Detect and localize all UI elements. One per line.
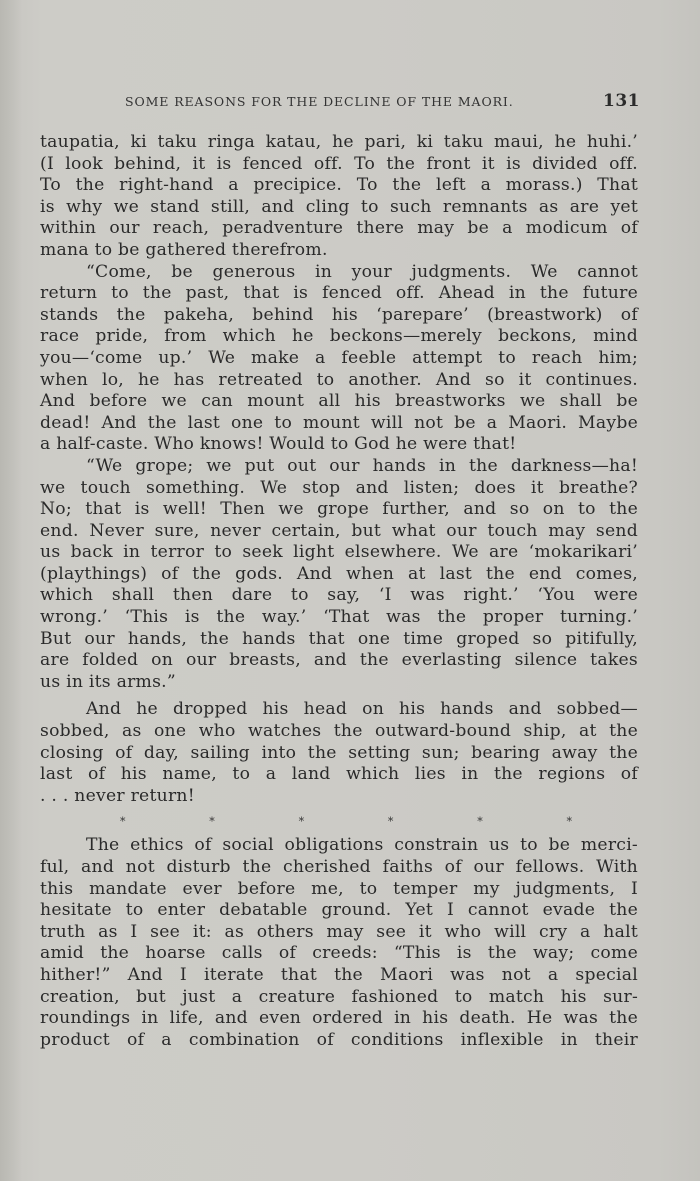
section-break-star: *	[298, 814, 305, 828]
text-line: hesitate to enter debatable ground. Yet I cannot evade the	[40, 900, 638, 921]
body-text	[40, 132, 638, 1051]
text-line: we touch something. We stop and listen; does it breathe?	[40, 477, 638, 498]
text-line: To the right-hand a precipice. To the left a morass.) That	[40, 175, 638, 196]
text-line: But our hands, the hands that one time groped so pitifully,	[40, 628, 638, 649]
text-line: “Come, be generous in your judgments. We cannot	[86, 261, 638, 282]
text-line: creation, but just a creature fashioned to match his sur-	[40, 986, 638, 1007]
running-title: SOME REASONS FOR THE DECLINE OF THE MAORI.	[125, 94, 514, 109]
text-line: which shall then dare to say, ‘I was right.’ ‘You were	[40, 585, 638, 606]
text-line: (I look behind, it is fenced off. To the front it is divided off.	[40, 153, 638, 174]
text-line: last of his name, to a land which lies in the regions of	[40, 764, 638, 785]
text-line: end. Never sure, never certain, but what our touch may send	[40, 520, 638, 541]
paragraph-1	[40, 132, 638, 262]
gutter-shadow	[0, 0, 22, 1181]
text-line: And he dropped his head on his hands and sobbed—	[86, 699, 638, 720]
text-line: “We grope; we put out our hands in the darkness—ha!	[86, 455, 638, 476]
running-head	[40, 92, 640, 116]
section-break-star: *	[209, 814, 215, 828]
text-line: a half-caste. Who knows! Would to God he were that!	[40, 434, 517, 455]
text-line: . . . never return!	[40, 785, 195, 806]
text-line: this mandate ever before me, to temper my judgments, I	[40, 878, 638, 899]
paragraph-4	[40, 699, 638, 807]
text-line: hither!” And I iterate that the Maori was not a special	[40, 964, 638, 985]
section-break-star: *	[387, 814, 394, 828]
text-line: is why we stand still, and cling to such remnants as are yet	[40, 196, 638, 217]
text-line: product of a combination of conditions inflexible in their	[40, 1029, 638, 1050]
text-line: No; that is well! Then we grope further, and so on to the	[40, 499, 638, 520]
section-break	[120, 807, 572, 835]
text-line: And before we can mount all his breastworks we shall be	[40, 391, 638, 412]
text-line: The ethics of social obligations constrain us to be merci-	[86, 835, 638, 856]
text-line: wrong.’ ‘This is the way.’ ‘That was the proper turning.’	[40, 607, 638, 628]
section-break-star: *	[566, 814, 572, 828]
section-break-star: *	[120, 814, 126, 828]
text-line: closing of day, sailing into the setting sun; bearing away the	[40, 742, 638, 763]
text-line: (playthings) of the gods. And when at last the end comes,	[40, 563, 638, 584]
text-line: you—‘come up.’ We make a feeble attempt to reach him;	[40, 347, 638, 368]
text-line: mana to be gathered therefrom.	[40, 239, 328, 260]
text-line: roundings in life, and even ordered in his death. He was the	[40, 1008, 638, 1029]
text-line: are folded on our breasts, and the everlasting silence takes	[40, 650, 638, 671]
text-line: amid the hoarse calls of creeds: “This is the way; come	[40, 943, 638, 964]
text-line: when lo, he has retreated to another. And so it continues.	[40, 369, 638, 390]
text-line: race pride, from which he beckons—merely beckons, mind	[40, 326, 638, 347]
text-line: truth as I see it: as others may see it who will cry a halt	[40, 921, 638, 942]
text-line: us in its arms.”	[40, 671, 176, 692]
text-line: sobbed, as one who watches the outward-bound ship, at the	[40, 721, 638, 742]
section-break-star: *	[477, 814, 483, 828]
text-line: ful, and not disturb the cherished faiths of our fellows. With	[40, 857, 638, 877]
text-line: taupatia, ki taku ringa katau, he pari, ki taku maui, he huhi.’	[40, 132, 638, 152]
page-number: 131	[603, 91, 640, 111]
text-line: us back in terror to seek light elsewhere. We are ‘mokarikari’	[40, 542, 638, 563]
text-line: stands the pakeha, behind his ‘parepare’ (breastwork) of	[40, 304, 638, 325]
paragraph-2	[40, 262, 638, 456]
paragraph-5	[40, 835, 638, 1051]
paragraph-3	[40, 456, 638, 694]
text-line: return to the past, that is fenced off. Ahead in the future	[40, 283, 638, 304]
text-line: within our reach, peradventure there may be a modicum of	[40, 218, 638, 239]
text-line: dead! And the last one to mount will not be a Maori. Maybe	[40, 412, 638, 433]
